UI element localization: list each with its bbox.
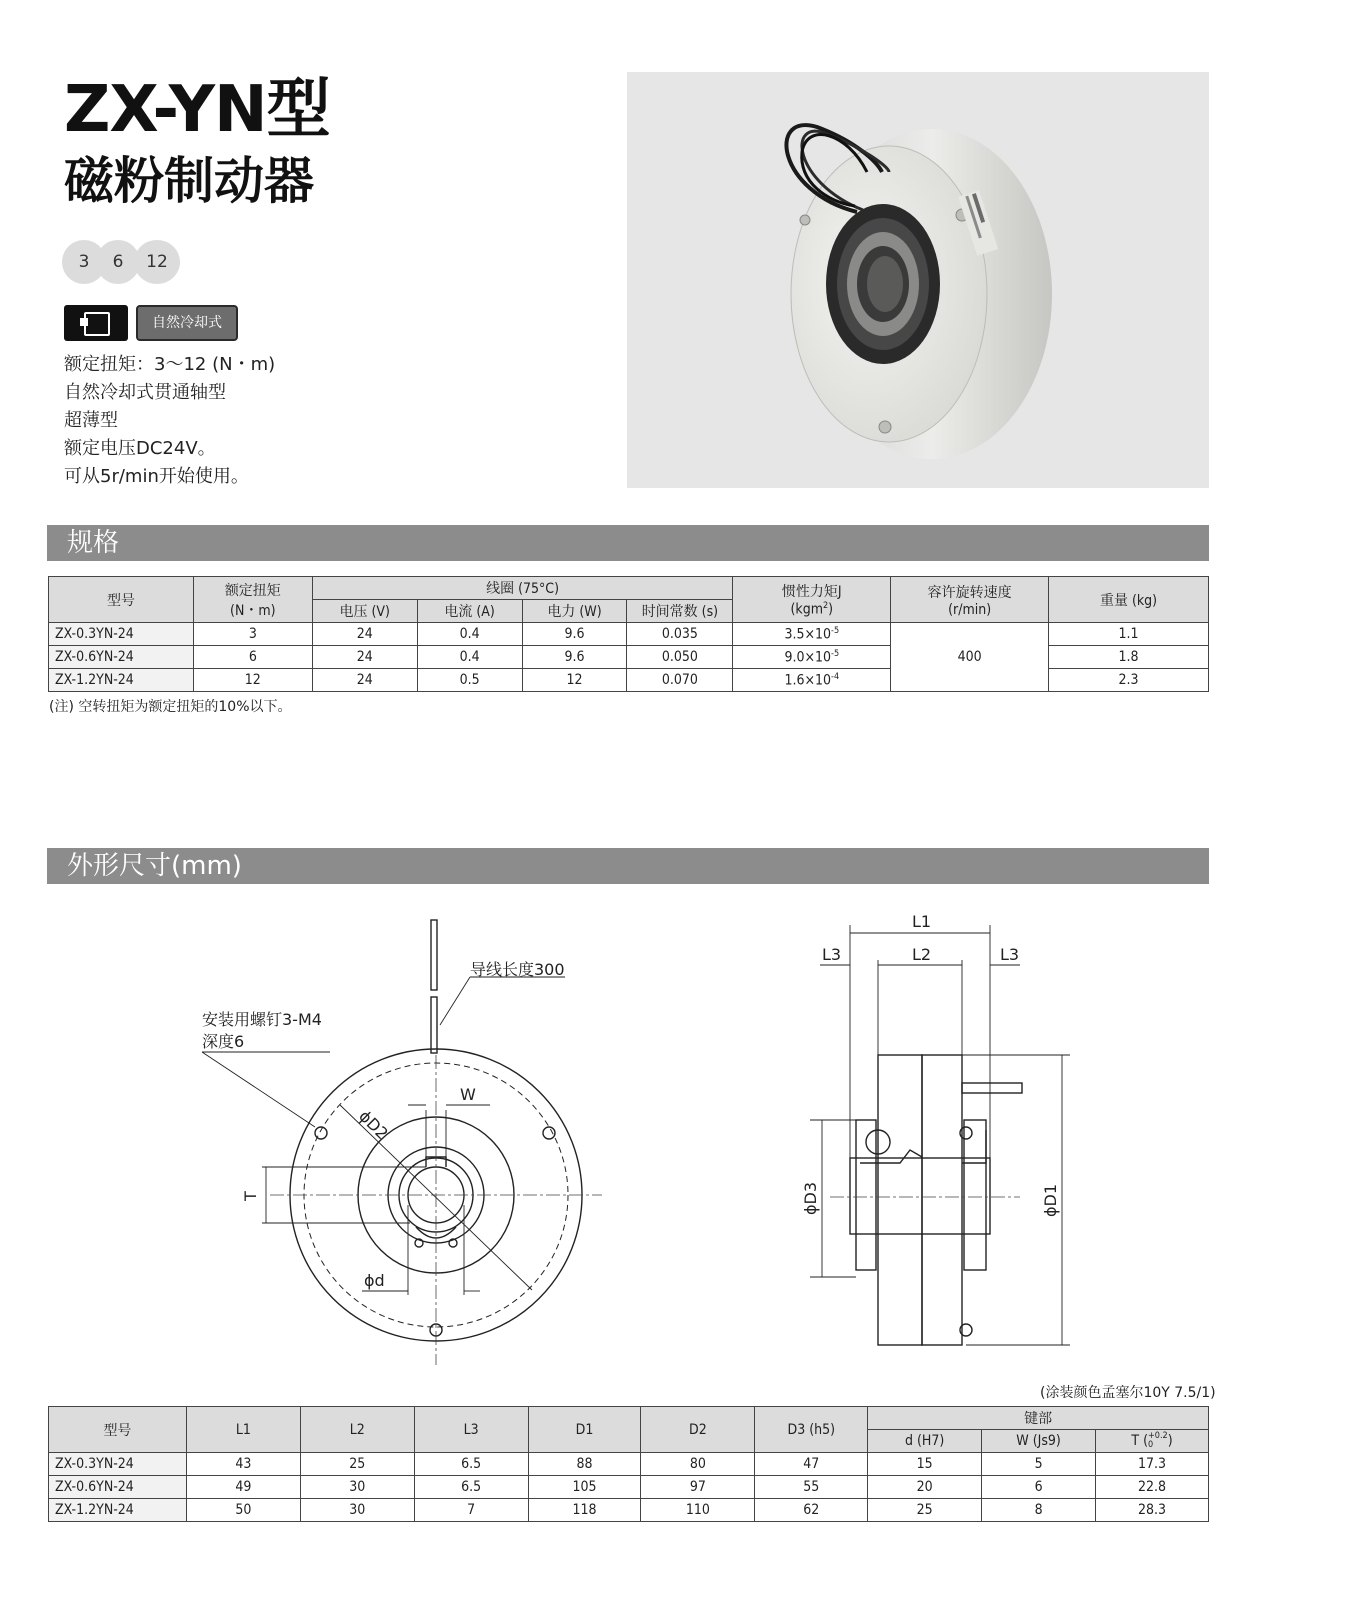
spec-header-coil: 线圈 (75°C): [312, 577, 733, 600]
dim-cell-l2: 30: [300, 1499, 414, 1522]
front-view-drawing: [190, 905, 610, 1375]
feature-torque: 额定扭矩：3～12 (N・m): [64, 354, 276, 375]
dim-cell-d2: 110: [641, 1499, 755, 1522]
dim-header-key: 键部: [868, 1407, 1209, 1430]
dim-cell-model: ZX-0.3YN-24: [49, 1453, 187, 1476]
table-row: [49, 1499, 1209, 1522]
spec-cell-current: 0.4: [417, 646, 522, 669]
dim-cell-d: 25: [868, 1499, 982, 1522]
spec-header-inertia: [733, 577, 891, 623]
dim-cell-d3: 47: [755, 1453, 868, 1476]
dim-cell-d: 15: [868, 1453, 982, 1476]
spec-cell-current: 0.5: [417, 669, 522, 692]
dim-header-w: W (Js9): [982, 1430, 1096, 1453]
spec-cell-torque: 12: [193, 669, 312, 692]
spec-cell-power: 9.6: [522, 623, 627, 646]
dim-cell-d1: 118: [528, 1499, 641, 1522]
dim-header-t: T (+0.2 0 ): [1096, 1430, 1209, 1453]
dim-cell-w: 6: [982, 1476, 1096, 1499]
spec-note: (注) 空转扭矩为额定扭矩的10%以下。: [49, 699, 292, 715]
dim-cell-l1: 49: [186, 1476, 300, 1499]
spec-cell-model: ZX-0.3YN-24: [49, 623, 194, 646]
label-d3: ϕD3: [801, 1181, 820, 1215]
spec-header-torque-unit: (N・m): [230, 602, 276, 619]
label-w: W: [460, 1085, 476, 1104]
spec-cell-inertia: $9.0\times 10^{-5}$: [733, 646, 891, 669]
product-name: 磁粉制动器: [64, 152, 314, 210]
dim-cell-d3: 62: [755, 1499, 868, 1522]
spec-cell-model: ZX-0.6YN-24: [49, 646, 194, 669]
label-l1: L1: [912, 912, 932, 931]
dim-cell-l3: 7: [414, 1499, 528, 1522]
dim-cell-model: ZX-1.2YN-24: [49, 1499, 187, 1522]
feature-voltage: 额定电压DC24V。: [64, 438, 216, 459]
dim-cell-l2: 30: [300, 1476, 414, 1499]
spec-cell-inertia: $1.6\times 10^{-4}$: [733, 669, 891, 692]
label-d1: ϕD1: [1041, 1183, 1060, 1217]
side-view-drawing: [790, 905, 1070, 1355]
spec-cell-time-const: 0.070: [627, 669, 733, 692]
dim-cell-model: ZX-0.6YN-24: [49, 1476, 187, 1499]
table-row: [49, 1453, 1209, 1476]
dim-header-d1: D1: [528, 1407, 641, 1453]
spec-header-speed: [891, 577, 1049, 623]
dim-cell-t: 22.8: [1096, 1476, 1209, 1499]
label-screw-depth: 深度6: [202, 1032, 245, 1051]
label-screw: 安装用螺钉3-M4: [202, 1010, 322, 1029]
dim-cell-w: 8: [982, 1499, 1096, 1522]
model-title: ZX-YN型: [64, 73, 330, 147]
spec-header-voltage: 电压 (V): [312, 600, 417, 623]
dim-cell-w: 5: [982, 1453, 1096, 1476]
dim-cell-d1: 105: [528, 1476, 641, 1499]
dim-cell-t: 17.3: [1096, 1453, 1209, 1476]
spec-header-inertia-label: 惯性力矩J: [781, 584, 842, 601]
spec-cell-inertia: $3.5\times 10^{-5}$: [733, 623, 891, 646]
spec-header-model: 型号: [49, 577, 194, 623]
label-l2: L2: [912, 945, 932, 964]
spec-header-torque-label: 额定扭矩: [224, 582, 281, 599]
spec-header-time-const: 时间常数 (s): [627, 600, 733, 623]
dim-cell-l2: 25: [300, 1453, 414, 1476]
spec-table: [48, 576, 1209, 692]
feature-cooling: 自然冷却式贯通轴型: [64, 382, 226, 403]
dim-cell-d1: 88: [528, 1453, 641, 1476]
dim-cell-l3: 6.5: [414, 1453, 528, 1476]
spec-cell-power: 9.6: [522, 646, 627, 669]
through-shaft-icon: [64, 305, 128, 341]
dim-cell-d3: 55: [755, 1476, 868, 1499]
table-row: [49, 623, 1209, 646]
spec-cell-voltage: 24: [312, 623, 417, 646]
dimensions-section-header: 外形尺寸(mm): [47, 848, 1209, 884]
spec-cell-voltage: 24: [312, 646, 417, 669]
dim-header-d2: D2: [641, 1407, 755, 1453]
spec-header-inertia-unit: (kgm$^2$): [790, 601, 834, 618]
size-badge-3: 3: [62, 240, 106, 284]
cooling-badge: 自然冷却式: [136, 305, 238, 341]
dim-header-l2: L2: [300, 1407, 414, 1453]
spec-header-current: 电流 (A): [417, 600, 522, 623]
spec-cell-torque: 6: [193, 646, 312, 669]
spec-cell-torque: 3: [193, 623, 312, 646]
dim-cell-t: 28.3: [1096, 1499, 1209, 1522]
spec-cell-weight: 2.3: [1049, 669, 1209, 692]
feature-thin: 超薄型: [64, 410, 118, 431]
label-d: ϕd: [364, 1271, 385, 1290]
label-l3-left: L3: [822, 945, 842, 964]
spec-cell-model: ZX-1.2YN-24: [49, 669, 194, 692]
label-l3-right: L3: [1000, 945, 1020, 964]
spec-section-header: 规格: [47, 525, 1209, 561]
size-badge-6: 6: [96, 240, 140, 284]
dim-cell-d2: 97: [641, 1476, 755, 1499]
dim-cell-l1: 43: [186, 1453, 300, 1476]
label-lead-length: 导线长度300: [470, 960, 565, 979]
dim-header-d: d (H7): [868, 1430, 982, 1453]
spec-header-torque: [193, 577, 312, 623]
dim-header-l1: L1: [186, 1407, 300, 1453]
spec-cell-voltage: 24: [312, 669, 417, 692]
dim-cell-d: 20: [868, 1476, 982, 1499]
dim-cell-d2: 80: [641, 1453, 755, 1476]
product-photo: [627, 72, 1209, 488]
spec-cell-time-const: 0.050: [627, 646, 733, 669]
dim-header-l3: L3: [414, 1407, 528, 1453]
spec-header-weight: 重量 (kg): [1049, 577, 1209, 623]
table-row: [49, 1476, 1209, 1499]
label-t: T: [241, 1191, 260, 1201]
label-d2: ϕD2: [355, 1106, 392, 1144]
spec-cell-speed: 400: [891, 623, 1049, 692]
spec-cell-time-const: 0.035: [627, 623, 733, 646]
spec-header-speed-unit: (r/min): [948, 601, 992, 618]
spec-header-speed-label: 容许旋转速度: [927, 584, 1012, 601]
spec-cell-weight: 1.8: [1049, 646, 1209, 669]
dim-header-model: 型号: [49, 1407, 187, 1453]
spec-cell-current: 0.4: [417, 623, 522, 646]
dim-header-d3: D3 (h5): [755, 1407, 868, 1453]
spec-cell-weight: 1.1: [1049, 623, 1209, 646]
dim-cell-l3: 6.5: [414, 1476, 528, 1499]
paint-color-note: (涂装颜色孟塞尔10Y 7.5/1): [1040, 1385, 1216, 1401]
size-badge-12: 12: [134, 240, 180, 284]
dim-cell-l1: 50: [186, 1499, 300, 1522]
spec-header-power: 电力 (W): [522, 600, 627, 623]
dimensions-table: [48, 1406, 1209, 1522]
feature-speed: 可从5r/min开始使用。: [64, 466, 249, 487]
spec-cell-power: 12: [522, 669, 627, 692]
